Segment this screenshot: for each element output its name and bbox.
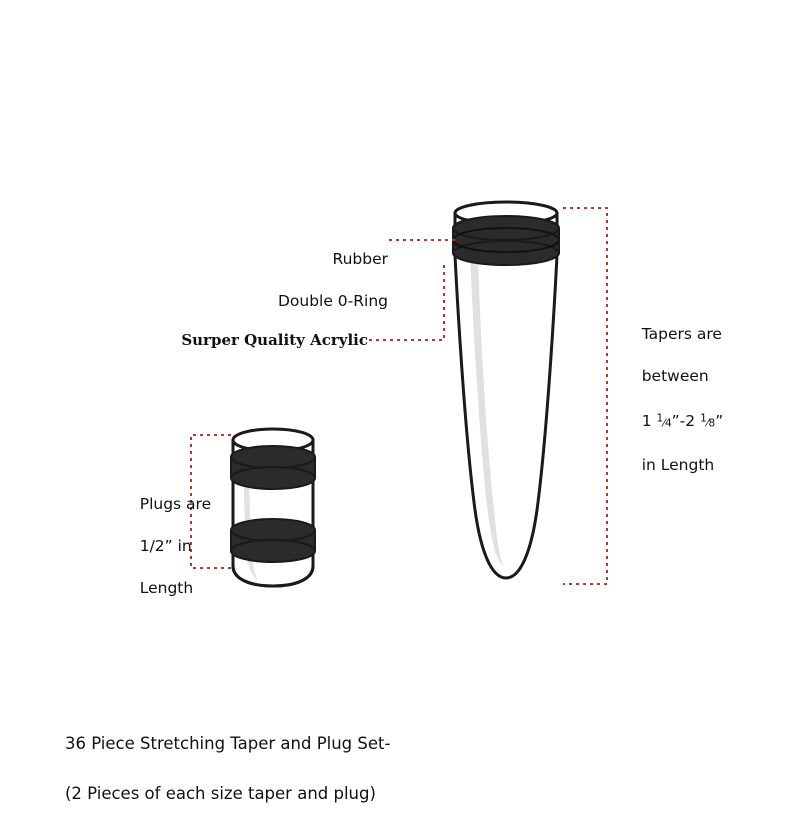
material-label: Surper Quality Acrylic: [181, 331, 368, 349]
caption-line1: 36 Piece Stretching Taper and Plug Set-: [64, 734, 391, 753]
taper-len-frac1-den: 4: [664, 417, 672, 430]
taper-len-frac2-den: 8: [708, 417, 716, 430]
diagram-caption: [44, 706, 390, 831]
taper-length-line1: Tapers are: [641, 325, 722, 343]
oring-label-line2: Double 0-Ring: [277, 292, 388, 310]
taper-length-line4: in Length: [641, 456, 715, 475]
taper-length-line2: between: [641, 367, 709, 385]
plug-length-line1: Plugs are: [139, 495, 212, 513]
oring-label-line1: Rubber: [332, 250, 388, 268]
plug-length-line2: 1/2” in: [139, 537, 192, 555]
caption-line2: (2 Pieces of each size taper and plug): [64, 784, 376, 803]
taper-length-label: [622, 303, 792, 497]
taper-length-bracket: [563, 208, 607, 584]
taper-len-frac1-num: 1: [656, 412, 664, 424]
taper-len-frac2-num: 1: [700, 412, 707, 424]
taper-len-frac1-slash: ⁄: [663, 417, 665, 430]
taper-len-frac2-slash: ⁄: [706, 417, 709, 430]
taper-len-mid: ”-2: [671, 411, 701, 430]
plug-length-line3: Length: [139, 579, 194, 597]
taper-illustration: [453, 202, 559, 578]
taper-len-post: ”: [715, 411, 724, 430]
taper-length-line3: [642, 412, 724, 430]
plug-length-label: [120, 473, 212, 620]
plug-illustration: [231, 429, 315, 586]
taper-len-pre: 1: [641, 411, 657, 430]
oring-label: [160, 228, 388, 333]
